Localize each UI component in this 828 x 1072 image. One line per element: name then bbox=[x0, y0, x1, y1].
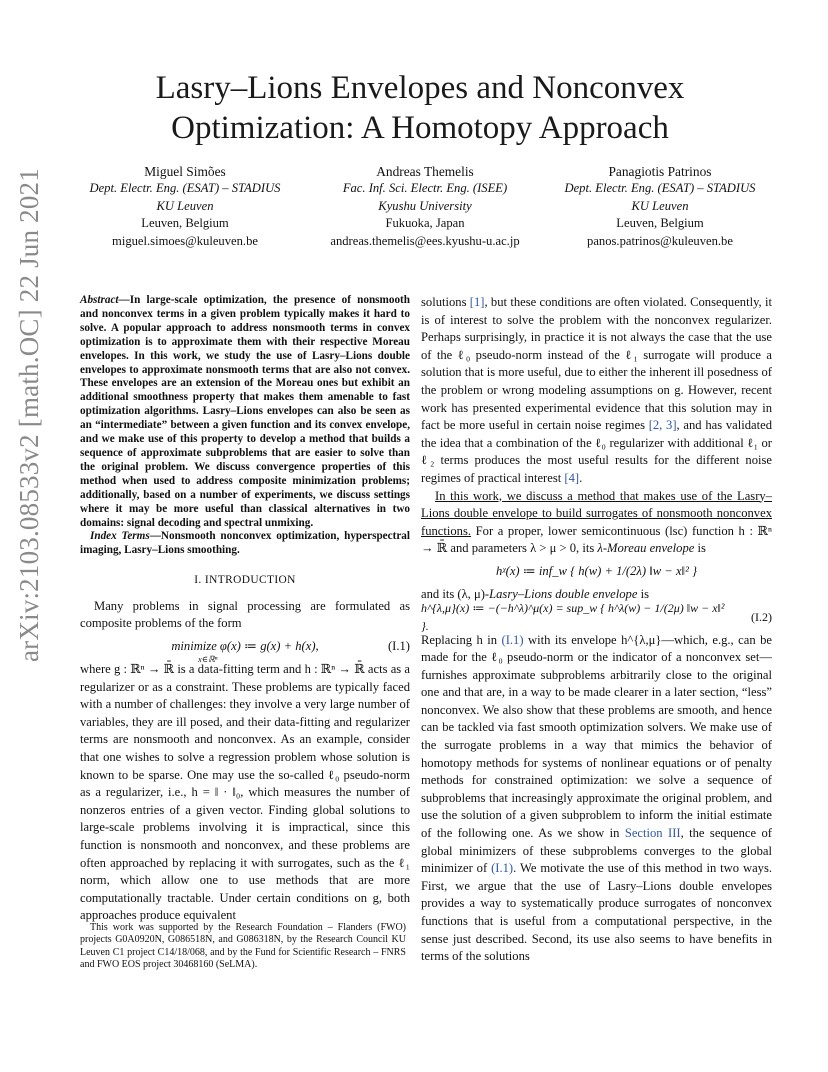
citation-link[interactable]: [2, 3] bbox=[648, 418, 677, 433]
equation-moreau bbox=[421, 560, 772, 584]
author-2 bbox=[310, 163, 540, 250]
author-email[interactable]: panos.patrinos@kuleuven.be bbox=[587, 233, 733, 248]
left-column bbox=[80, 294, 410, 925]
abstract bbox=[80, 294, 410, 530]
author-institution: Kyushu University bbox=[378, 198, 472, 213]
author-name: Andreas Themelis bbox=[376, 164, 474, 179]
equation-link[interactable]: (I.1) bbox=[501, 632, 524, 647]
author-dept: Dept. Electr. Eng. (ESAT) – STADIUS bbox=[564, 181, 756, 196]
author-location: Leuven, Belgium bbox=[141, 216, 229, 231]
author-dept: Dept. Electr. Eng. (ESAT) – STADIUS bbox=[89, 181, 281, 196]
text-run: solutions bbox=[421, 295, 470, 309]
author-block bbox=[60, 163, 780, 250]
section-heading-introduction: I. INTRODUCTION bbox=[194, 574, 296, 587]
text-run: is bbox=[694, 541, 706, 556]
funding-footnote: This work was supported by the Research Foundation – Flanders (FWO) projects G0A0920N, G086518N, and G086318N, by the Research Council KU Leuven C1 project C14/18/068, and by the Fund for Scientific Research – FNRS and FWO EOS project 30468160 (SeLMA). bbox=[80, 922, 406, 971]
author-1 bbox=[60, 163, 310, 250]
right-paragraph-2 bbox=[421, 488, 772, 558]
equation-I1-subscript: x∈ℝⁿ bbox=[198, 654, 218, 664]
text-run: , but these conditions are often violated. Consequently, it is of interest to solve the problem with the nonconvex regularizer. Perhaps surprisingly, in practice it is not always the case that the use of the ℓ₀ pseudo-norm instead of the ℓ₁ surrogate will produce a solution that is more useful, due to either the inherent ill posedness of the problem or wrong modeling assumptions on g. However, recent work has presented experimental evidence that this solution may in fact be more useful in certain noise regimes bbox=[421, 295, 772, 433]
author-location: Leuven, Belgium bbox=[616, 216, 704, 231]
text-run: . bbox=[579, 470, 583, 485]
equation-I2 bbox=[421, 600, 772, 633]
equation-I1-number: (I.1) bbox=[387, 639, 410, 654]
author-name: Miguel Simões bbox=[144, 164, 226, 179]
title-line-2: Optimization: A Homotopy Approach bbox=[171, 110, 669, 146]
abstract-text: —In large-scale optimization, the presence of nonsmooth and nonconvex terms in a given problem typically makes it hard to solve. A popular approach to address nonsmooth terms in convex optimization is to approximate them with their respective Moreau envelopes. In this work, we study the use of Lasry–Lions double envelopes to approximate nonsmooth terms that are also not convex. These envelopes are an extension of the Moreau ones but exhibit an additional smoothness property that makes them amenable to fast optimization algorithms. Lasry–Lions envelopes can also be seen as an “intermediate” between a given function and its convex envelope, and we make use of this property to develop a method that builds a sequence of approximate subproblems that are easier to solve than the original problem. We discuss convergence properties of this method when used to address composite minimization problems; additionally, based on a number of experiments, we discuss settings where it may be more useful than classical alternatives in two domains: signal decoding and spectral unmixing. bbox=[80, 294, 410, 529]
text-run: with its envelope h^{λ,μ}—which, e.g., can be made for the ℓ₀ pseudo-norm or the indicator of a nonconvex set—furnishes approximate subproblems arbitrarily close to the original one and that are, in a way to be made clearer in a later section, “less” nonconvex. We also show that these problems are smooth, and hence can be tackled via fast smooth optimization solvers. We make use of the surrogate problems in a way that mimics the behavior of homotopy methods for systems of nonlinear equations or of penalty methods for constrained optimization: we solve a sequence of subproblems that increasingly approximate the original problem, and use the solution of a given subproblem to inform the initial estimate of the following one. As we show in bbox=[421, 632, 772, 841]
section-link[interactable]: Section III bbox=[624, 826, 681, 841]
text-run: For a proper, lower semicontinuous (lsc) function h : ℝⁿ → ℝ̄ and parameters λ > μ > 0, its bbox=[421, 523, 772, 556]
author-location: Fukuoka, Japan bbox=[385, 216, 465, 231]
author-email[interactable]: andreas.themelis@ees.kyushu-u.ac.jp bbox=[330, 233, 520, 248]
index-terms-label: Index Terms bbox=[90, 530, 150, 543]
author-institution: KU Leuven bbox=[631, 198, 689, 213]
text-run: Replacing h in bbox=[421, 632, 502, 647]
text-run: In this work, we discuss a method that makes use of the Lasry–Lions double envelope to build surrogates of nonsmooth nonconvex functions. bbox=[421, 488, 772, 538]
equation-link[interactable]: (I.1) bbox=[491, 861, 514, 876]
equation-I1 bbox=[80, 635, 410, 664]
term-emphasis: λ-Moreau envelope bbox=[597, 541, 695, 556]
citation-link[interactable]: [1] bbox=[469, 295, 485, 309]
right-paragraph-4 bbox=[421, 632, 772, 966]
paper-title bbox=[80, 68, 760, 148]
equation-I1-body: minimize φ(x) ≔ g(x) + h(x), bbox=[171, 639, 319, 654]
index-terms bbox=[80, 530, 410, 558]
text-run: is bbox=[637, 586, 649, 601]
author-email[interactable]: miguel.simoes@kuleuven.be bbox=[112, 233, 258, 248]
index-terms-text: —Nonsmooth nonconvex optimization, hyperspectral imaging, Lasry–Lions smoothing. bbox=[80, 530, 410, 557]
title-line-1: Lasry–Lions Envelopes and Nonconvex bbox=[155, 70, 685, 106]
text-run: and its (λ, μ)- bbox=[421, 586, 490, 601]
intro-paragraph-2: where g : ℝⁿ → ℝ̄ is a data-fitting term and h : ℝⁿ → ℝ̄ acts as a regularizer or as a constraint. These problems are typically faced with a number of challenges: they involve a very large number of variables, they are ill posed, and their data-fitting and regularizer terms are nonsmooth and nonconvex. As an example, consider that one wishes to solve a regression problem whose solution is known to be sparse. One may use the so-called ℓ₀ pseudo-norm as a regularizer, i.e., h = ‖ · ‖₀, which measures the number of nonzeros entries of a given vector. Finding global solutions to large-scale problems involving it is impractical, since this function is nonsmooth and nonconvex, and these problems are often approached by replacing it with surrogates, such as the ℓ₁ norm, which allow one to use methods that are more computationally tractable. Under certain conditions on g, both approaches produce equivalent bbox=[80, 662, 410, 923]
text-run: , the sequence of global minimizers of these subproblems converges to the global minimizer of bbox=[421, 826, 772, 876]
author-dept: Fac. Inf. Sci. Electr. Eng. (ISEE) bbox=[342, 181, 508, 196]
text-run: , and has validated the idea that a combination of the ℓ₀ regularizer with additional ℓ₁ or ℓ₂ terms produces the most useful results for the different noise regimes of practical interest bbox=[421, 418, 772, 485]
right-column bbox=[421, 294, 772, 966]
citation-link[interactable]: [4] bbox=[564, 470, 580, 485]
right-paragraph-1 bbox=[421, 294, 772, 488]
abstract-label: Abstract bbox=[80, 294, 119, 306]
equation-I2-number: (I.2) bbox=[751, 609, 772, 624]
equation-moreau-body: hᵡ(x) ≔ inf_w { h(w) + 1/(2λ) ‖w − x‖² } bbox=[495, 564, 698, 579]
text-run: . We motivate the use of this method in two ways. First, we argue that the use of Lasry–Lions double envelopes provides a way to systematically produce surrogates of nonconvex functions that is useful from a computational perspective, in the sense just described. Second, its use also seems to have benefits in terms of the solutions bbox=[421, 861, 773, 964]
author-3 bbox=[540, 163, 780, 250]
term-emphasis: Lasry–Lions double envelope bbox=[489, 586, 638, 601]
equation-I2-body: h^{λ,μ}(x) ≔ −(−h^λ)^μ(x) = sup_w { h^λ(w) − 1/(2μ) ‖w − x‖² }. bbox=[421, 600, 725, 633]
arxiv-side-stamp: arXiv:2103.08533v2 [math.OC] 22 Jun 2021 bbox=[14, 168, 44, 662]
author-name: Panagiotis Patrinos bbox=[608, 164, 712, 179]
author-institution: KU Leuven bbox=[156, 198, 214, 213]
intro-paragraph-1: Many problems in signal processing are formulated as composite problems of the form bbox=[80, 598, 410, 631]
